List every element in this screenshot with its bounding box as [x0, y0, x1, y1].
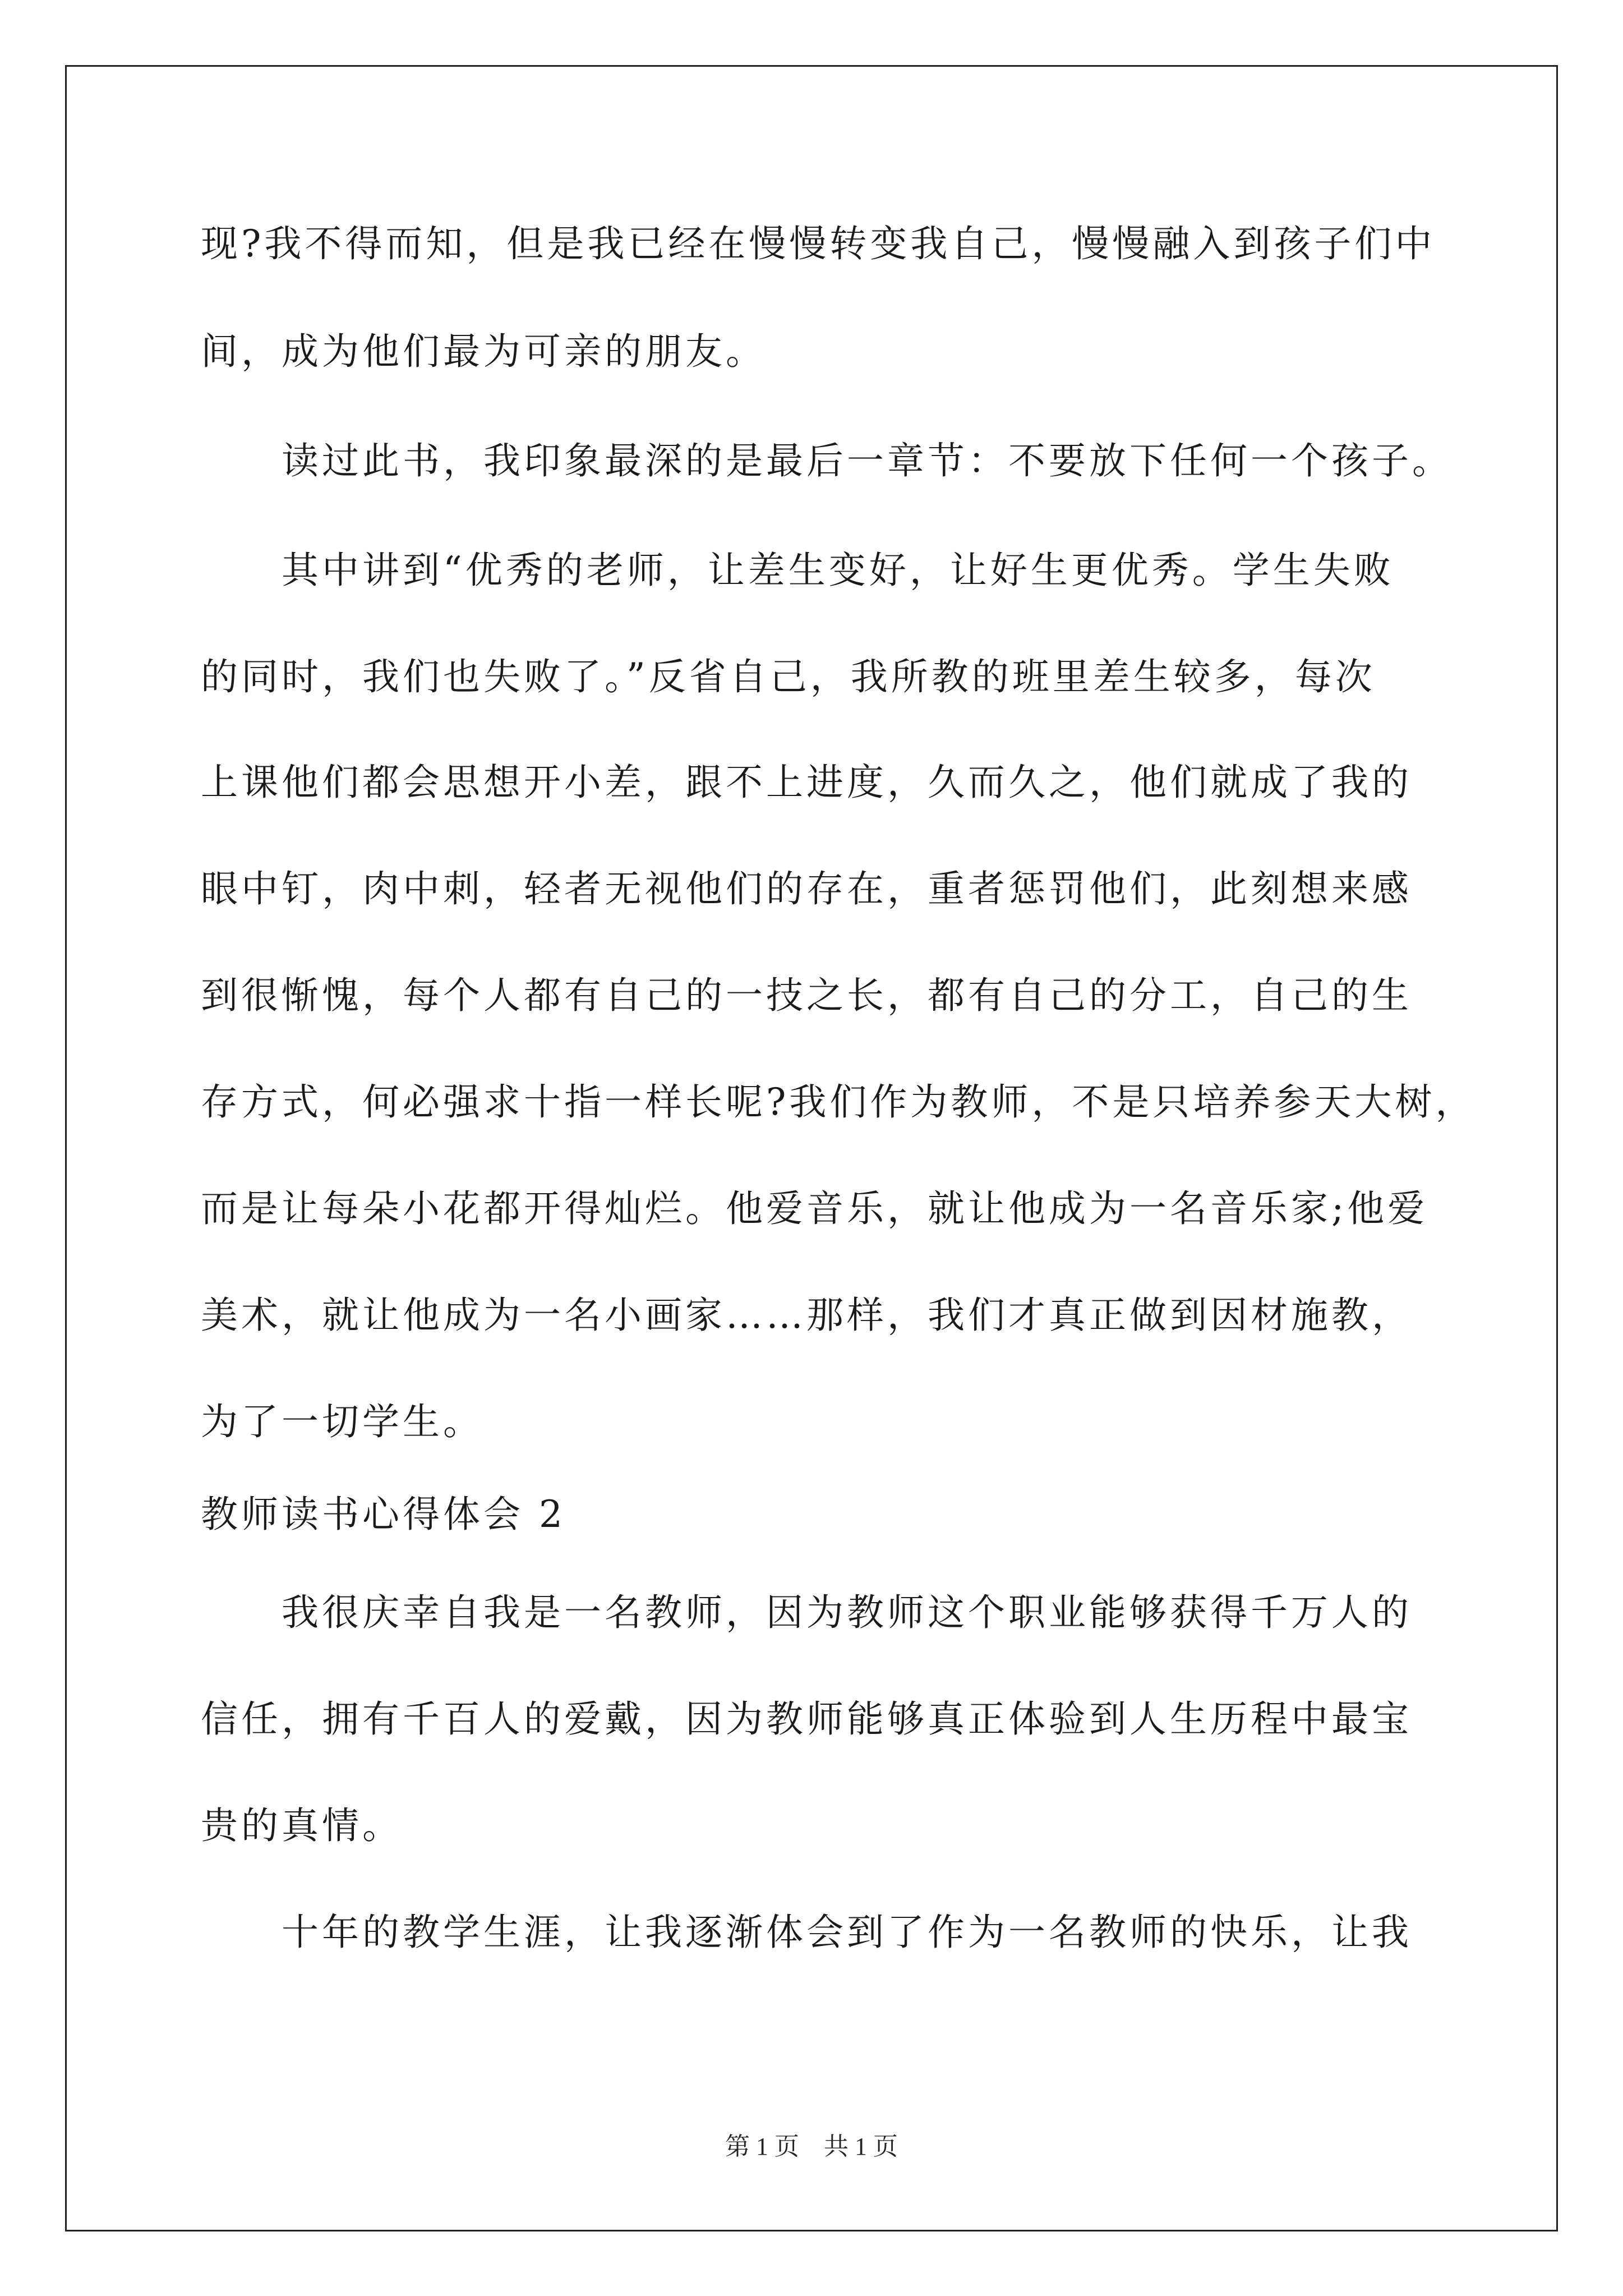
text-line: 为了一切学生。 [201, 1400, 483, 1443]
text-line: 到很惭愧，每个人都有自己的一技之长，都有自己的分工，自己的生 [201, 974, 1412, 1017]
text-line: 美术，就让他成为一名小画家……那样，我们才真正做到因材施教， [201, 1294, 1412, 1337]
text-line: 而是让每朵小花都开得灿烂。他爱音乐，就让他成为一名音乐家;他爱 [201, 1187, 1428, 1230]
text-line: 上课他们都会思想开小差，跟不上进度，久而久之，他们就成了我的 [201, 761, 1412, 804]
page-border [65, 65, 1558, 2231]
section-heading: 教师读书心得体会 2 [201, 1493, 566, 1536]
text-line: 我很庆幸自我是一名教师，因为教师这个职业能够获得千万人的 [201, 1591, 1412, 1634]
text-line: 眼中钉，肉中刺，轻者无视他们的存在，重者惩罚他们，此刻想来感 [201, 867, 1412, 910]
text-line: 读过此书，我印象最深的是最后一章节：不要放下任何一个孩子。 [201, 439, 1453, 482]
text-line: 信任，拥有千百人的爱戴，因为教师能够真正体验到人生历程中最宝 [201, 1697, 1412, 1741]
text-line: 存方式，何必强求十指一样长呢?我们作为教师，不是只培养参天大树， [201, 1080, 1476, 1124]
text-line: 间，成为他们最为可亲的朋友。 [201, 330, 766, 373]
text-line: 贵的真情。 [201, 1804, 403, 1847]
text-line: 的同时，我们也失败了。”反省自己，我所教的班里差生较多，每次 [201, 655, 1376, 698]
text-line: 十年的教学生涯，让我逐渐体会到了作为一名教师的快乐，让我 [201, 1911, 1412, 1954]
page-number-footer: 第 1 页 共 1 页 [725, 2133, 898, 2160]
text-line: 现?我不得而知，但是我已经在慢慢转变我自己，慢慢融入到孩子们中 [201, 222, 1436, 265]
text-line: 其中讲到“优秀的老师，让差生变好，让好生更优秀。学生失败 [201, 549, 1394, 592]
